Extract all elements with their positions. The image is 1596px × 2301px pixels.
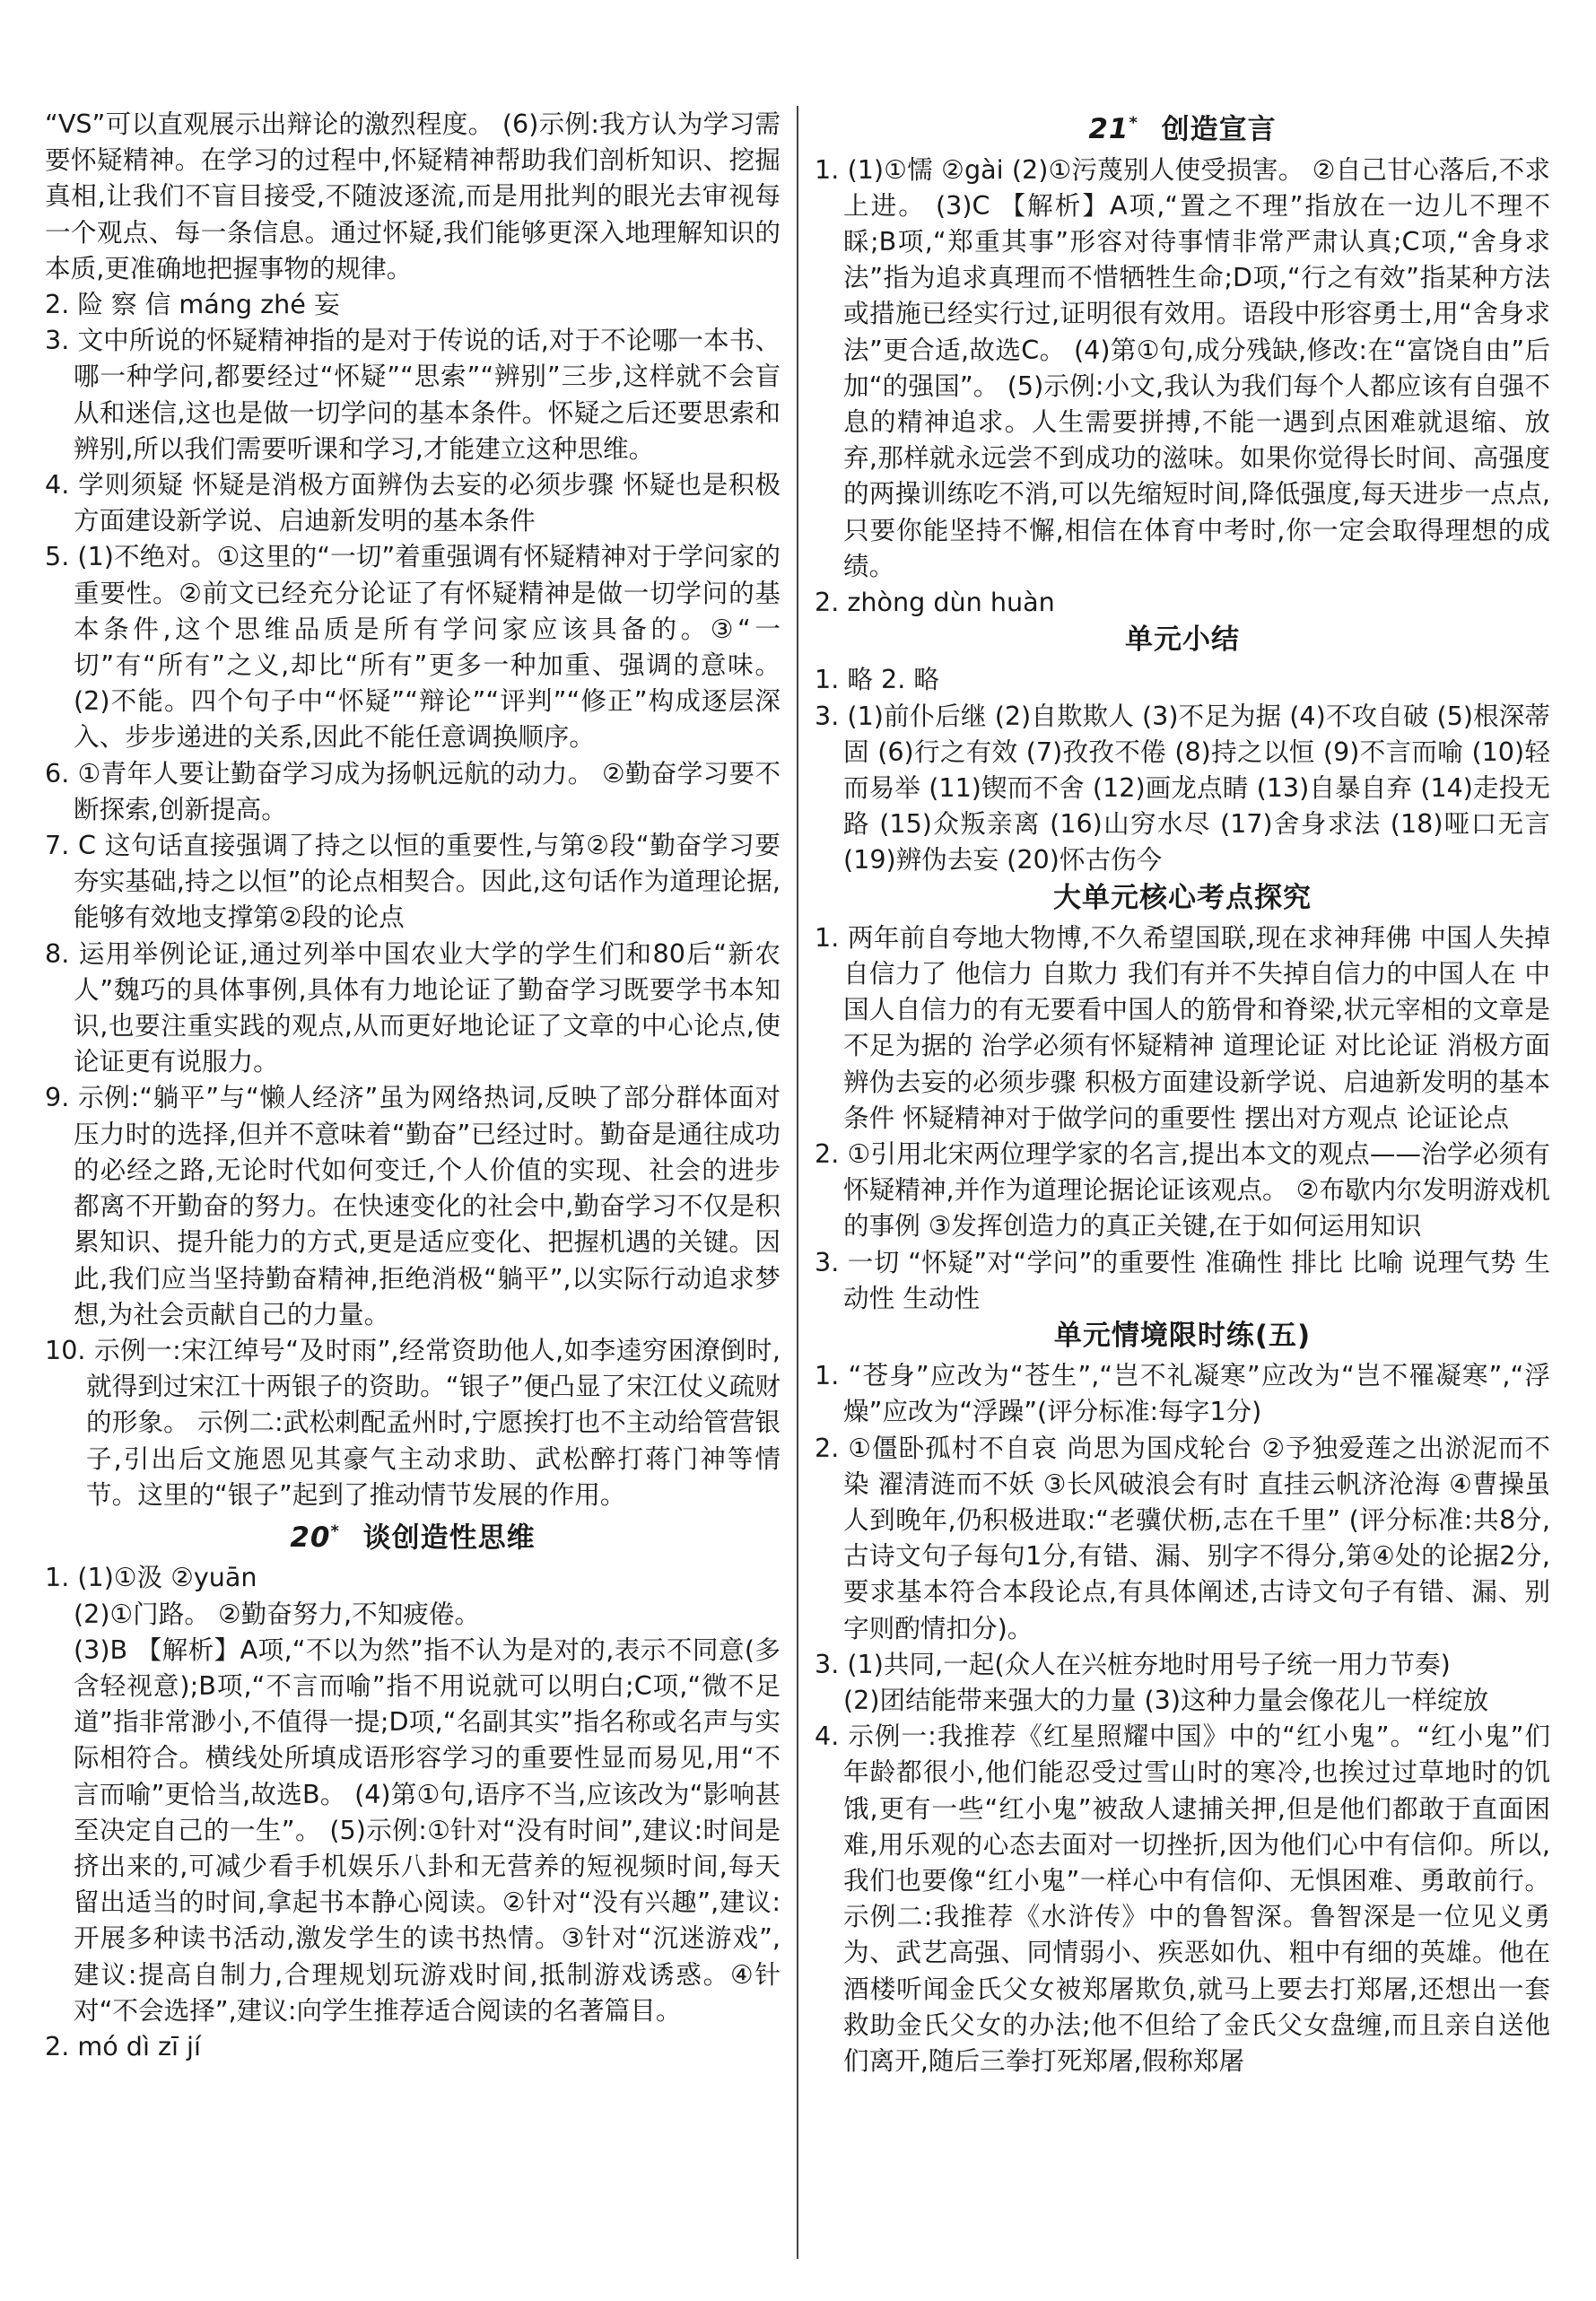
answer-item: (2)①门路。 ②勤奋努力,不知疲倦。 [74,1598,481,1629]
answer-item: 10. 示例一:宋江绰号“及时雨”,经常资助他人,如李逵穷困潦倒时,就得到过宋江十两银子的资助。“银子”便凸显了宋江仗义疏财的形象。 示例二:武松刺配孟州时,宁愿挨打也不主动给管营银子,引出后文施恩见其豪气主动求助、武松醉打蒋门神等情节。这里的“银子”起到了推动情节发展的作用。 [45,1334,781,1510]
timed-practice-heading: 单元情境限时练(五) [1053,1320,1312,1353]
answer-item: 5. (1)不绝对。①这里的“一切”着重强调有怀疑精神对于学问家的重要性。②前文已经充分论证了有怀疑精神是做一切学问的基本条件,这个思维品质是所有学问家应该具备的。③“一切”有“所有”之义,却比“所有”更多一种加重、强调的意味。 (2)不能。四个句子中“怀疑”“辩论”“评判”“修正”构成逐层深入、步步递进的关系,因此不能任意调换顺序。 [45,541,781,753]
answer-item: 2. ①引用北宋两位理学家的名言,提出本文的观点——治学必须有怀疑精神,并作为道理论据论证该观点。 ②布歇内尔发明游戏机的事例 ③发挥创造力的真正关键,在于如何运用知识 [815,1138,1550,1242]
answer-item: 7. C 这句话直接强调了持之以恒的重要性,与第②段“勤奋学习要夯实基础,持之以恒”的论点相契合。因此,这句话作为道理论据,能够有效地支撑第②段的论点 [45,830,781,933]
answer-item: 2. mó dì zī jí [45,2031,201,2062]
answer-item: 4. 学则须疑 怀疑是消极方面辨伪去妄的必须步骤 怀疑也是积极方面建设新学说、启迪新发明的基本条件 [45,469,781,536]
answer-item: 1. (1)①汲 ②yuān [45,1562,257,1593]
answer-item: 3. (1)共同,一起(众人在兴桩夯地时用号子统一用力节奏) [815,1648,1451,1679]
left-column [45,106,781,2064]
unit-summary-heading: 单元小结 [1125,623,1240,657]
answer-item: 3. (1)前仆后继 (2)自欺欺人 (3)不足为据 (4)不攻自破 (5)根深蒂固 (6)行之有效 (7)孜孜不倦 (8)持之以恒 (9)不言而喻 (10)轻而易举 (11)锲而不舍 (12)画龙点睛 (13)自暴自弃 (14)走投无路 (15)众叛亲离 (16)山穷水尽 (17)舍身求法 (18)哑口无言 (19)辨伪去妄 (20)怀古伤今 [815,700,1550,876]
section-number: 20* [290,1521,340,1555]
answer-item: 1. 略 2. 略 [815,664,940,695]
answer-item: 2. ①僵卧孤村不自哀 尚思为国戍轮台 ②予独爱莲之出淤泥而不染 濯清涟而不妖 ③长风破浪会有时 直挂云帆济沧海 ④曹操虽人到晚年,仍积极进取:“老骥伏枥,志在千里” (评分标准:共8分,古诗文句子每句1分,有错、漏、别字不得分,第④处的论据2分,要求基本符合本段论点,有具体阐述,古诗文句子有错、漏、别字则酌情扣分)。 [815,1432,1550,1643]
core-exploration-heading: 大单元核心考点探究 [1053,881,1312,914]
answer-continuation: “VS”可以直观展示出辩论的激烈程度。 (6)示例:我方认为学习需要怀疑精神。在学习的过程中,怀疑精神帮助我们剖析知识、挖掘真相,让我们不盲目接受,不随波逐流,而是用批判的眼光去审视每一个观点、每一条信息。通过怀疑,我们能够更深入地理解知识的本质,更准确地把握事物的规律。 [45,109,781,283]
answer-item: 9. 示例:“躺平”与“懒人经济”虽为网络热词,反映了部分群体面对压力时的选择,但并不意味着“勤奋”已经过时。勤奋是通往成功的必经之路,无论时代如何变迁,个人价值的实现、社会的进步都离不开勤奋的努力。在快速变化的社会中,勤奋学习不仅是积累知识、提升能力的方式,更是适应变化、把握机遇的关键。因此,我们应当坚持勤奋精神,拒绝消极“躺平”,以实际行动追求梦想,为社会贡献自己的力量。 [45,1082,781,1329]
section-title: 谈创造性思维 [362,1521,536,1555]
section-heading-20 [45,1514,781,1556]
column-divider [797,106,798,2259]
answer-item: (2)团结能带来强大的力量 (3)这种力量会像花儿一样绽放 [843,1685,1489,1716]
answer-item: 6. ①青年人要让勤奋学习成为扬帆远航的动力。 ②勤奋学习要不断探索,创新提高。 [45,757,781,824]
answer-item: 8. 运用举例论证,通过列举中国农业大学的学生们和80后“新农人”魏巧的具体事例,具体有力地论证了勤奋学习既要学书本知识,也要注重实践的观点,从而更好地论证了文章的中心论点,使论证更有说服力。 [45,937,781,1077]
answer-item: 3. 一切 “怀疑”对“学问”的重要性 准确性 排比 比喻 说理气势 生动性 生动性 [815,1246,1550,1313]
answer-item: 2. 险 察 信 máng zhé 妄 [45,289,340,320]
answer-item: 1. “苍身”应改为“苍生”,“岂不礼凝寒”应改为“岂不罹凝寒”,“浮燥”应改为“浮躁”(评分标准:每字1分) [815,1360,1550,1427]
section-number: 21* [1088,113,1138,146]
answer-item: 4. 示例一:我推荐《红星照耀中国》中的“红小鬼”。“红小鬼”们年龄都很小,他们能忍受过雪山时的寒冷,也挨过过草地时的饥饿,更有一些“红小鬼”被敌人逮捕关押,但是他们都敢于直面困难,用乐观的心态去面对一切挫折,因为他们心中有信仰。所以,我们也要像“红小鬼”一样心中有信仰、无惧困难、勇敢前行。 示例二:我推荐《水浒传》中的鲁智深。鲁智深是一位见义勇为、武艺高强、同情弱小、疾恶如仇、粗中有细的英雄。他在酒楼听闻金氏父女被郑屠欺负,就马上要去打郑屠,还想出一套救助金氏父女的办法;他不但给了金氏父女盘缠,而且亲自送他们离开,随后三拳打死郑屠,假称郑屠 [815,1721,1550,2077]
right-column [815,106,1550,2079]
answer-item: 1. (1)①懦 ②gài (2)①污蔑别人使受损害。 ②自己甘心落后,不求上进。 (3)C 【解析】A项,“置之不理”指放在一边儿不理不睬;B项,“郑重其事”形容对待事情非常严肃认真;C项,“舍身求法”指为追求真理而不惜牺牲生命;D项,“行之有效”指某种方法或措施已经实行过,证明很有效用。语段中形容勇士,用“舍身求法”更合适,故选C。 (4)第①句,成分残缺,修改:在“富饶自由”后加“的强国”。 (5)示例:小文,我认为我们每个人都应该有自强不息的精神追求。人生需要拼搏,不能一遇到点困难就退缩、放弃,那样就永远尝不到成功的滋味。如果你觉得长时间、高强度的两操训练吃不消,可以先缩短时间,降低强度,每天进步一点点,只要你能坚持不懈,相信在体育中考时,你一定会取得理想的成绩。 [815,153,1550,581]
answer-item: 3. 文中所说的怀疑精神指的是对于传说的话,对于不论哪一本书、哪一种学问,都要经过“怀疑”“思索”“辨别”三步,这样就不会盲从和迷信,这也是做一切学问的基本条件。怀疑之后还要思索和辨别,所以我们需要听课和学习,才能建立这种思维。 [45,325,781,464]
answer-item: 2. zhòng dùn huàn [815,586,1055,617]
section-title: 创造宣言 [1161,113,1277,146]
answer-item: (3)B 【解析】A项,“不以为然”指不认为是对的,表示不同意(多含轻视意);B项,“不言而喻”指不用说就可以明白;C项,“微不足道”指非常渺小,不值得一提;D项,“名副其实”指名称或名声与实际相符合。横线处所填成语形容学习的重要性显而易见,用“不言而喻”更恰当,故选B。 (4)第①句,语序不当,应该改为“影响甚至决定自己的一生”。 (5)示例:①针对“没有时间”,建议:时间是挤出来的,可减少看手机娱乐八卦和无营养的短视频时间,每天留出适当的时间,拿起书本静心阅读。②针对“没有兴趣”,建议:开展多种读书活动,激发学生的读书热情。③针对“沉迷游戏”,建议:提高自制力,合理规划玩游戏时间,抵制游戏诱惑。④针对“不会选择”,建议:向学生推荐适合阅读的名著篇目。 [74,1634,781,2026]
section-heading-21 [815,106,1550,148]
answer-item: 1. 两年前自夸地大物博,不久希望国联,现在求神拜佛 中国人失掉自信力了 他信力 自欺力 我们有并不失掉自信力的中国人在 中国人自信力的有无要看中国人的筋骨和脊梁,状元宰相的文章是不足为据的 治学必须有怀疑精神 道理论证 对比论证 消极方面辨伪去妄的必须步骤 积极方面建设新学说、启迪新发明的基本条件 怀疑精神对于做学问的重要性 摆出对方观点 论证论点 [815,921,1550,1133]
